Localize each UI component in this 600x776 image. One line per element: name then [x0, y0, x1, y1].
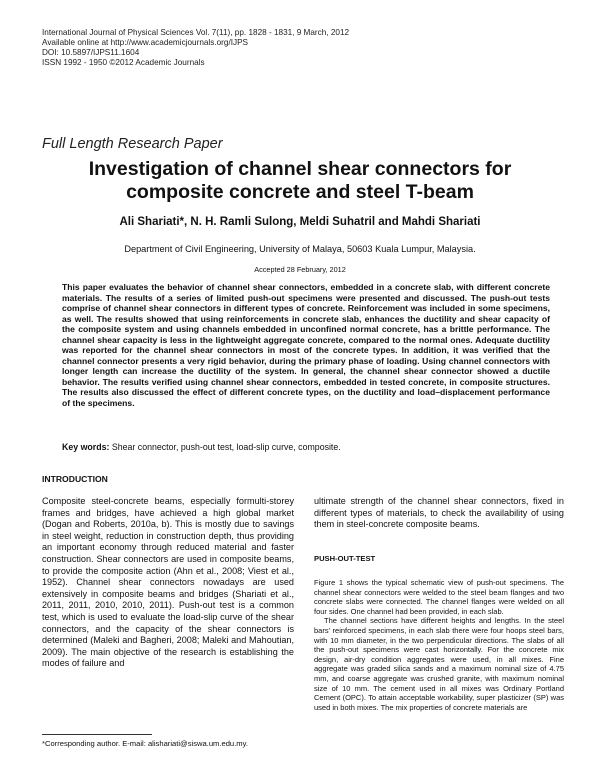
- introduction-text: Composite steel-concrete beams, especially formulti-storey frames and bridges, have achieved a high global market (Dogan and Roberts, 2010a, b). This is mostly due to savings in steel weight, reduction in construction depth, thus providing an important economy through reduced material and faster construction. Shear connectors are used in composite beams, to provide the composite action (Ahn et al., 2008; Viest et al., 1952). Channel shear connectors nowadays are used extensively in composite beams and bridges (Shariati et al., 2011, 2011, 2010, 2010, 2011). Push-out test is a common test, which is used to evaluate the load-slip curve of the shear connectors, and the capacity of the shear connectors is determined (Maleki and Bagheri, 2008; Maleki and Mahoutian, 2009). The main objective of the research is establishing the modes of failure and: [42, 496, 294, 669]
- paper-type: Full Length Research Paper: [42, 136, 223, 152]
- push-out-heading: PUSH-OUT-TEST: [314, 554, 376, 563]
- introduction-continuation: ultimate strength of the channel shear connectors, fixed in different types of materials, to check the availability of using them in steel-concrete composite beams.: [314, 496, 564, 530]
- footnote: *Corresponding author. E-mail: alishariati@siswa.um.edu.my.: [42, 739, 248, 748]
- abstract: This paper evaluates the behavior of channel shear connectors, embedded in a concrete slab, with different concrete materials. The results of a series of limited push-out specimens were presented and discussed. The push-out tests comprise of channel shear connectors in different types of concrete. Reinforcement was included in some specimens, as well. The results showed that using reinforcements in concrete slab, enhances the ductility and shear capacity of the composite system and using channels embedded in unconfined normal concrete, has a brittle performance. The channel shear capacity is less in the lightweight aggregate concrete, compared to the normal ones. Adequate ductility was reported for the channel shear connectors in most of the concrete types. In addition, it was verified that the channel connector presents a very rigid behavior, during the primary phase of loading. Using channel connectors with longer length can increase the ductility of the system. In general, the channel shear connector showed a ductile behavior. The results verified using channel shear connectors, embedded in tested concrete, in composite structures. The results also discussed the effect of different concrete types, on the ductility and load–displacement performance of the specimens.: [62, 282, 550, 408]
- journal-issn: ISSN 1992 - 1950 ©2012 Academic Journals: [42, 58, 205, 67]
- introduction-heading: INTRODUCTION: [42, 474, 108, 484]
- keywords-label: Key words:: [62, 442, 110, 452]
- accepted-date: Accepted 28 February, 2012: [254, 265, 346, 274]
- affiliation: Department of Civil Engineering, University of Malaya, 50603 Kuala Lumpur, Malaysia.: [124, 244, 476, 254]
- push-out-paragraph-1: Figure 1 shows the typical schematic view of push-out specimens. The channel shear connectors were welded to the steel beam flanges and two concrete slabs were connected. The channel flanges were welded on all four sides. One channel had been provided, in each slab.: [314, 578, 564, 616]
- keywords: [62, 442, 550, 452]
- journal-url: Available online at http://www.academicjournals.org/IJPS: [42, 38, 249, 47]
- journal-doi: DOI: 10.5897/IJPS11.1604: [42, 48, 140, 57]
- keywords-text: Shear connector, push-out test, load-slip curve, composite.: [111, 442, 341, 452]
- push-out-paragraph-2: The channel sections have different heights and lengths. In the steel bars' reinforced specimens, in each slab there were four hoops steel bars, with 10 mm diameter, in the two perpendicular directions. The slabs of all the push-out specimens were cast horizontally. For the concrete mix design, air-dry condition aggregates were used, in all mixes. Fine aggregate was graded silica sands and a maximum nominal size of 4.75 mm, and coarse aggregate was crushed granite, with maximum nominal size of 10 mm. The cement used in all mixes was Ordinary Portland Cement (OPC). To attain acceptable workability, super plasticizer (SP) was used in both mixes. The mix properties of concrete materials are: [314, 616, 564, 712]
- journal-citation: International Journal of Physical Sciences Vol. 7(11), pp. 1828 - 1831, 9 March, 2012: [42, 28, 350, 37]
- paper-title: Investigation of channel shear connectors for composite concrete and steel T-beam: [88, 158, 512, 203]
- authors: Ali Shariati*, N. H. Ramli Sulong, Meldi Suhatril and Mahdi Shariati: [119, 216, 481, 228]
- push-out-section: [314, 578, 564, 712]
- footnote-divider: [42, 734, 152, 735]
- journal-info: [42, 28, 562, 68]
